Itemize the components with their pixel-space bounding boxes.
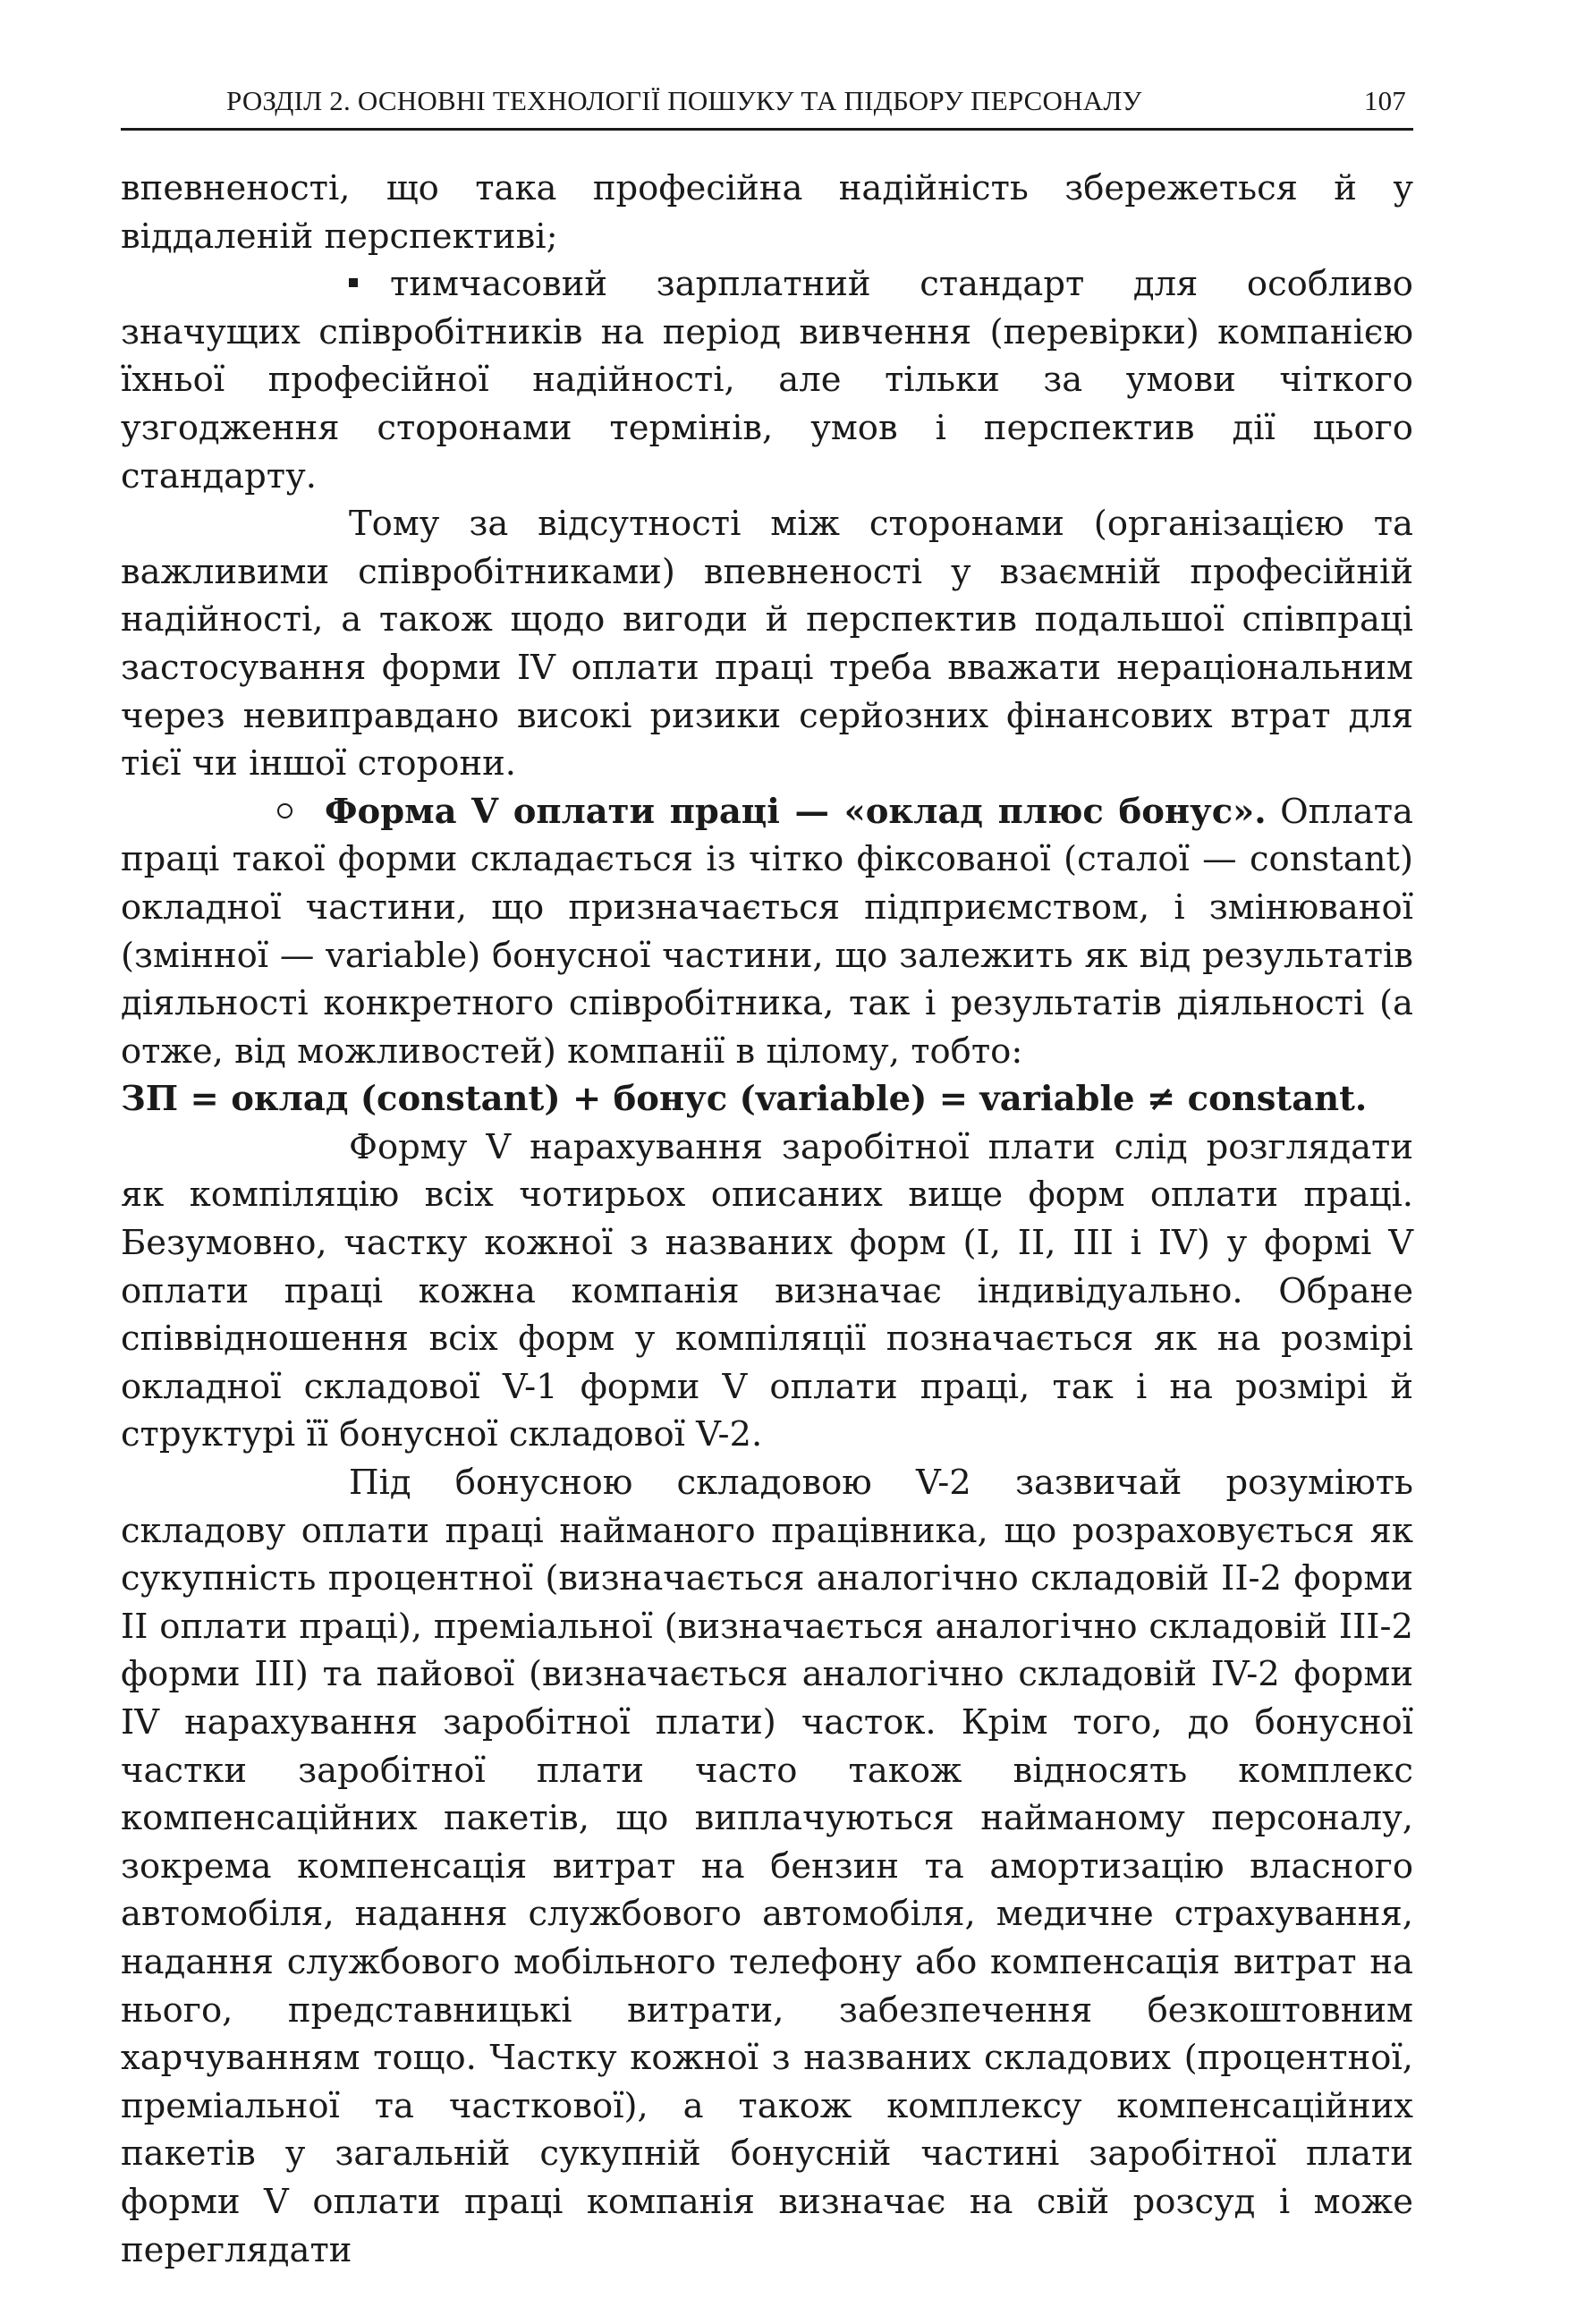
paragraph-5: Форму V нарахування заробітної плати слід розглядати як компіляцію всіх чотирьох описаних вище форм оплати праці. Безумовно, частку кожної з названих форм (I, II, III і IV) у формі V оплати праці кожна компанія визначає індивідуально. Обране співвідношення всіх форм у компіляції позначається як на розмірі окладної складової V-1 форми V оплати праці, так і на розмірі й структурі її бонусної складової V-2. — [121, 1126, 1413, 1455]
page — [121, 85, 1413, 2274]
form-v-text: Оплата праці такої форми складається із чітко фіксованої (сталої — constant) окладної частини, що призначається підприємством, і змінюваної (змінної — variable) бонусної частини, що залежить як від результатів діяльності конкретного співробітника, так і результатів діяльності (а отже, від можливостей) компанії в цілому, тобто: — [121, 791, 1414, 1072]
salary-formula: ЗП = оклад (constant) + бонус (variable) = variable ≠ constant. — [121, 1079, 1368, 1120]
body-text — [121, 165, 1413, 2274]
form-v-heading: Форма V оплати праці — «оклад плюс бонус». — [325, 791, 1267, 832]
paragraph-1: впевненості, що така професійна надійність збережеться й у віддаленій перспективі; — [121, 168, 1413, 257]
running-header — [121, 85, 1413, 131]
paragraph-6: Під бонусною складовою V-2 зазвичай розуміють складову оплати праці найманого працівника, що розраховується як сукупність процентної (визначається аналогічно складовій II-2 форми II оплати праці), преміальної (визначається аналогічно складовій III-2 форми III) та пайової (визначається аналогічно складовій IV-2 форми IV нарахування заробітної плати) часток. Крім того, до бонусної частки заробітної плати часто також відносять комплекс компенсаційних пакетів, що виплачуються найманому персоналу, зокрема компенсація витрат на бензин та амортизацію власного автомобіля, надання службового автомобіля, медичне страхування, надання службового мобільного телефону або компенсація витрат на нього, представницькі витрати, забезпечення безкоштовним харчуванням тощо. Частку кожної з названих складових (процентної, преміальної та часткової), а також комплексу компенсаційних пакетів у загальній сукупній бонусній частині заробітної плати форми V оплати праці компанія визначає на свій розсуд і може переглядати — [121, 1463, 1413, 2270]
form-v-item — [121, 788, 1413, 1076]
page-number: 107 — [1363, 85, 1406, 116]
square-bullet-icon — [349, 278, 358, 287]
bullet-text: тимчасовий зарплатний стандарт для особливо значущих співробітників на період вивчення (перевірки) компанією їхньої професійної надійності, але тільки за умови чіткого узгодження сторонами термінів, умов і перспектив дії цього стандарту. — [121, 264, 1413, 496]
circle-bullet-icon — [277, 803, 292, 818]
chapter-title: РОЗДІЛ 2. ОСНОВНІ ТЕХНОЛОГІЇ ПОШУКУ ТА ПІДБОРУ ПЕРСОНАЛУ — [226, 85, 1142, 116]
paragraph-3: Тому за відсутності між сторонами (організацією та важливими співробітниками) впевненості у взаємній професійній надійності, а також щодо вигоди й перспектив подальшої співпраці застосування форми IV оплати праці треба вважати нераціональним через невиправдано високі ризики серйозних фінансових втрат для тієї чи іншої сторони. — [121, 504, 1413, 785]
bullet-item — [121, 260, 1413, 500]
